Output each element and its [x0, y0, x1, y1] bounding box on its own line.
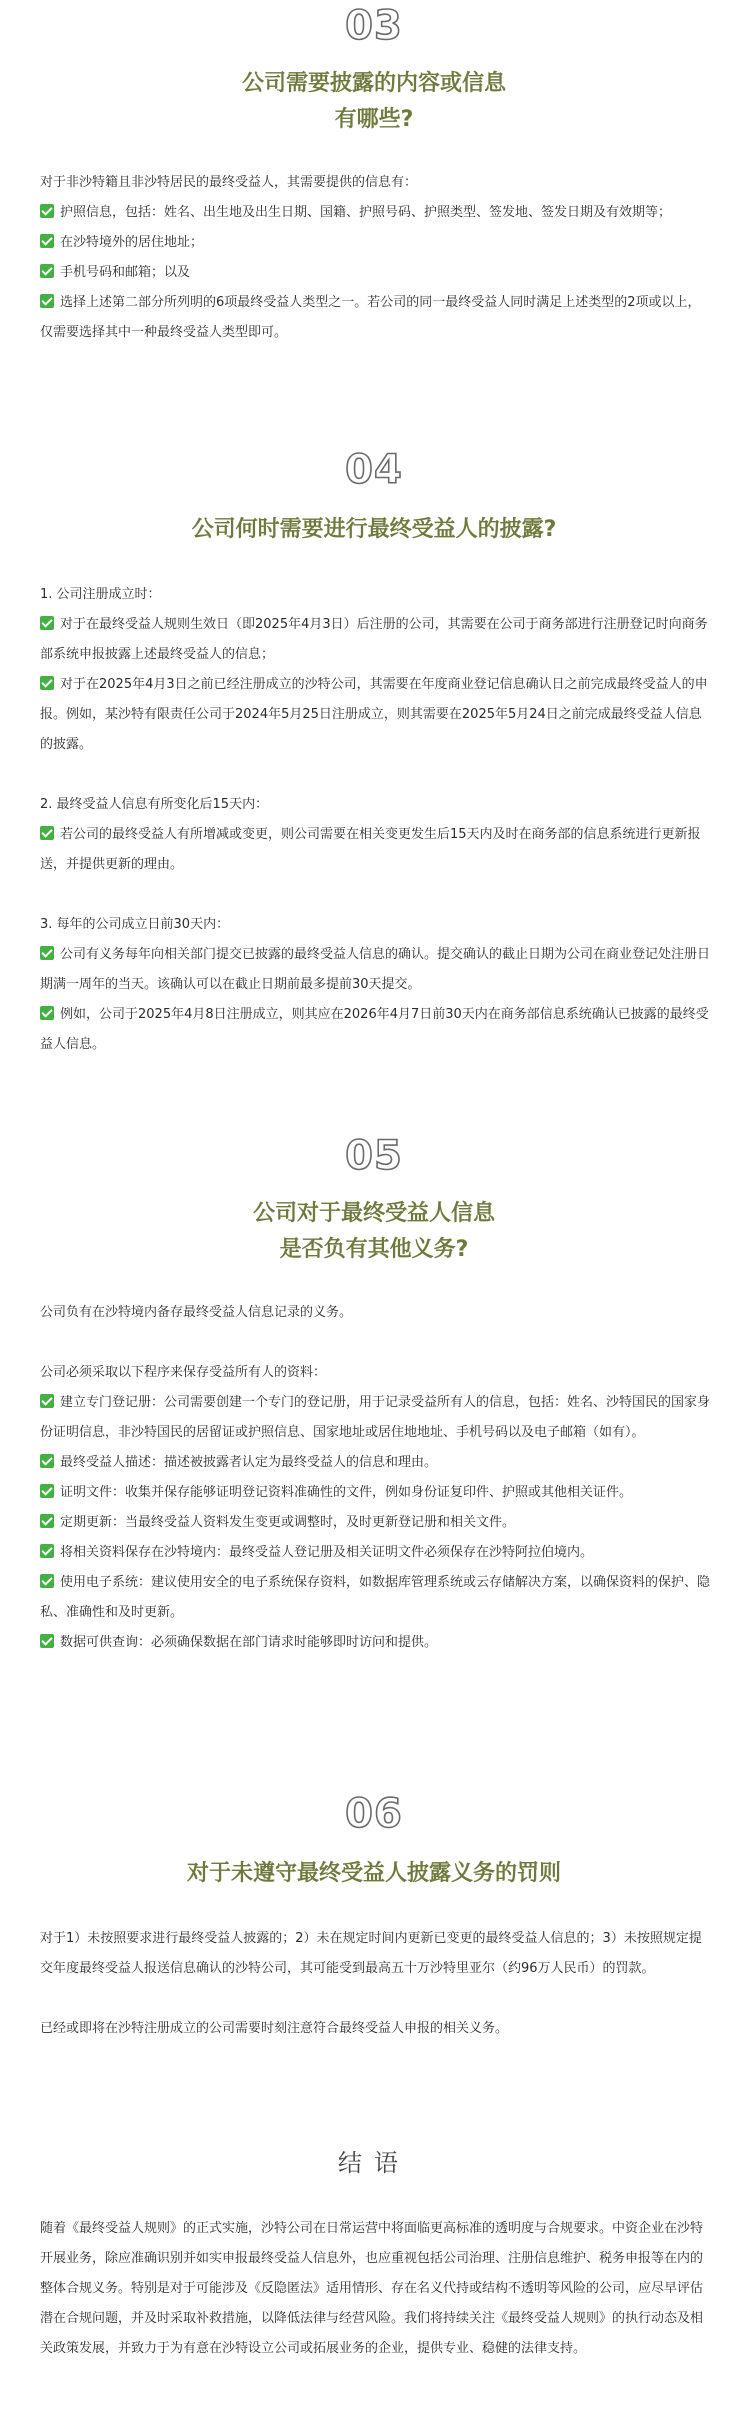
section-03-body	[40, 168, 710, 348]
section-06-title-line1: 对于未遵守最终受益人披露义务的罚则	[186, 1861, 561, 1886]
section-04-group3-head: 3. 每年的公司成立日前30天内：	[40, 917, 230, 932]
section-number-05: 05	[345, 1133, 403, 1179]
section-06-body	[40, 1924, 710, 2044]
list-item: 对于在最终受益人规则生效日（即2025年4月3日）后注册的公司，其需要在公司于商务部进行注册登记时向商务部系统申报披露上述最终受益人的信息；	[40, 617, 708, 662]
checkmark-icon	[40, 1574, 54, 1588]
list-item: 证明文件：收集并保存能够证明登记资料准确性的文件，例如身份证复印件、护照或其他相关证件。	[40, 1478, 710, 1508]
section-05-title-line1: 公司对于最终受益人信息	[252, 1201, 495, 1226]
section-05-heading	[0, 1196, 748, 1268]
section-number-03: 03	[345, 3, 403, 49]
conclusion-title: 结语	[338, 2149, 410, 2177]
list-item: 选择上述第二部分所列明的6项最终受益人类型之一。若公司的同一最终受益人同时满足上述类型的2项或以上，仅需要选择其中一种最终受益人类型即可。	[40, 295, 701, 340]
section-04-group1-head: 1. 公司注册成立时：	[40, 587, 161, 602]
section-06-para1: 对于1）未按照要求进行最终受益人披露的；2）未在规定时间内更新已变更的最终受益人信息的；3）未按照规定提交年度最终受益人报送信息确认的沙特公司，其可能受到最高五十万沙特里亚尔（约96万人民币）的罚款。	[40, 1931, 702, 1976]
section-03-title-line2: 有哪些?	[334, 107, 414, 132]
checkmark-icon	[40, 676, 54, 690]
list-item: 护照信息，包括：姓名、出生地及出生日期、国籍、护照号码、护照类型、签发地、签发日期及有效期等；	[40, 198, 710, 228]
section-04-body	[40, 580, 710, 1060]
checkmark-icon	[40, 946, 54, 960]
section-03-title-line1: 公司需要披露的内容或信息	[241, 71, 506, 96]
checkmark-icon	[40, 616, 54, 630]
section-05-body	[40, 1298, 710, 1658]
section-number-06: 06	[345, 1791, 403, 1837]
conclusion-para: 随着《最终受益人规则》的正式实施，沙特公司在日常运营中将面临更高标准的透明度与合规要求。中资企业在沙特开展业务，除应准确识别并如实申报最终受益人信息外，也应重视包括公司治理、注册信息维护、税务申报等在内的整体合规义务。特别是对于可能涉及《反隐匿法》适用情形、存在名义代持或结构不透明等风险的公司，应尽早评估潜在合规问题，并及时采取补救措施，以降低法律与经营风险。我们将持续关注《最终受益人规则》的执行动态及相关政策发展，并致力于为有意在沙特设立公司或拓展业务的企业，提供专业、稳健的法律支持。	[40, 2221, 704, 2356]
list-item: 手机号码和邮箱；以及	[40, 258, 710, 288]
section-04-title-line1: 公司何时需要进行最终受益人的披露?	[191, 517, 557, 542]
list-item: 最终受益人描述：描述被披露者认定为最终受益人的信息和理由。	[40, 1448, 710, 1478]
checkmark-icon	[40, 826, 54, 840]
checkmark-icon	[40, 264, 54, 278]
section-04-heading	[0, 512, 748, 548]
section-06-para2: 已经或即将在沙特注册成立的公司需要时刻注意符合最终受益人申报的相关义务。	[40, 2021, 509, 2036]
section-06-heading	[0, 1856, 748, 1892]
section-05-title-line2: 是否负有其他义务?	[279, 1237, 469, 1262]
section-05-para2: 公司必须采取以下程序来保存受益所有人的资料：	[40, 1365, 327, 1380]
list-item: 定期更新：当最终受益人资料发生变更或调整时，及时更新登记册和相关文件。	[40, 1508, 710, 1538]
checkmark-icon	[40, 1006, 54, 1020]
list-item: 数据可供查询：必须确保数据在部门请求时能够即时访问和提供。	[40, 1628, 710, 1658]
conclusion-body	[40, 2214, 710, 2364]
list-item: 对于在2025年4月3日之前已经注册成立的沙特公司，其需要在年度商业登记信息确认日之前完成最终受益人的申报。例如，某沙特有限责任公司于2024年5月25日注册成立，则其需要在2025年5月24日之前完成最终受益人信息的披露。	[40, 677, 708, 752]
list-item: 若公司的最终受益人有所增减或变更，则公司需要在相关变更发生后15天内及时在商务部的信息系统进行更新报送，并提供更新的理由。	[40, 827, 701, 872]
list-item: 将相关资料保存在沙特境内：最终受益人登记册及相关证明文件必须保存在沙特阿拉伯境内。	[40, 1538, 710, 1568]
section-04-group2-head: 2. 最终受益人信息有所变化后15天内：	[40, 797, 269, 812]
checkmark-icon	[40, 234, 54, 248]
checkmark-icon	[40, 1544, 54, 1558]
checkmark-icon	[40, 1454, 54, 1468]
list-item: 建立专门登记册：公司需要创建一个专门的登记册，用于记录受益所有人的信息，包括：姓名、沙特国民的国家身份证明信息，非沙特国民的居留证或护照信息、国家地址或居住地地址、手机号码以及电子邮箱（如有）。	[40, 1395, 711, 1440]
list-item: 例如，公司于2025年4月8日注册成立，则其应在2026年4月7日前30天内在商务部信息系统确认已披露的最终受益人信息。	[40, 1007, 709, 1052]
checkmark-icon	[40, 1514, 54, 1528]
checkmark-icon	[40, 294, 54, 308]
list-item: 使用电子系统：建议使用安全的电子系统保存资料，如数据库管理系统或云存储解决方案，以确保资料的保护、隐私、准确性和及时更新。	[40, 1575, 711, 1620]
list-item: 在沙特境外的居住地址；	[40, 228, 710, 258]
checkmark-icon	[40, 1634, 54, 1648]
checkmark-icon	[40, 1484, 54, 1498]
checkmark-icon	[40, 1394, 54, 1408]
section-number-04: 04	[345, 447, 403, 493]
section-05-para1: 公司负有在沙特境内备存最终受益人信息记录的义务。	[40, 1305, 353, 1320]
section-03-intro: 对于非沙特籍且非沙特居民的最终受益人，其需要提供的信息有：	[40, 175, 418, 190]
section-03-heading	[0, 66, 748, 138]
checkmark-icon	[40, 204, 54, 218]
list-item: 公司有义务每年向相关部门提交已披露的最终受益人信息的确认。提交确认的截止日期为公司在商业登记处注册日期满一周年的当天。该确认可以在截止日期前最多提前30天提交。	[40, 947, 711, 992]
